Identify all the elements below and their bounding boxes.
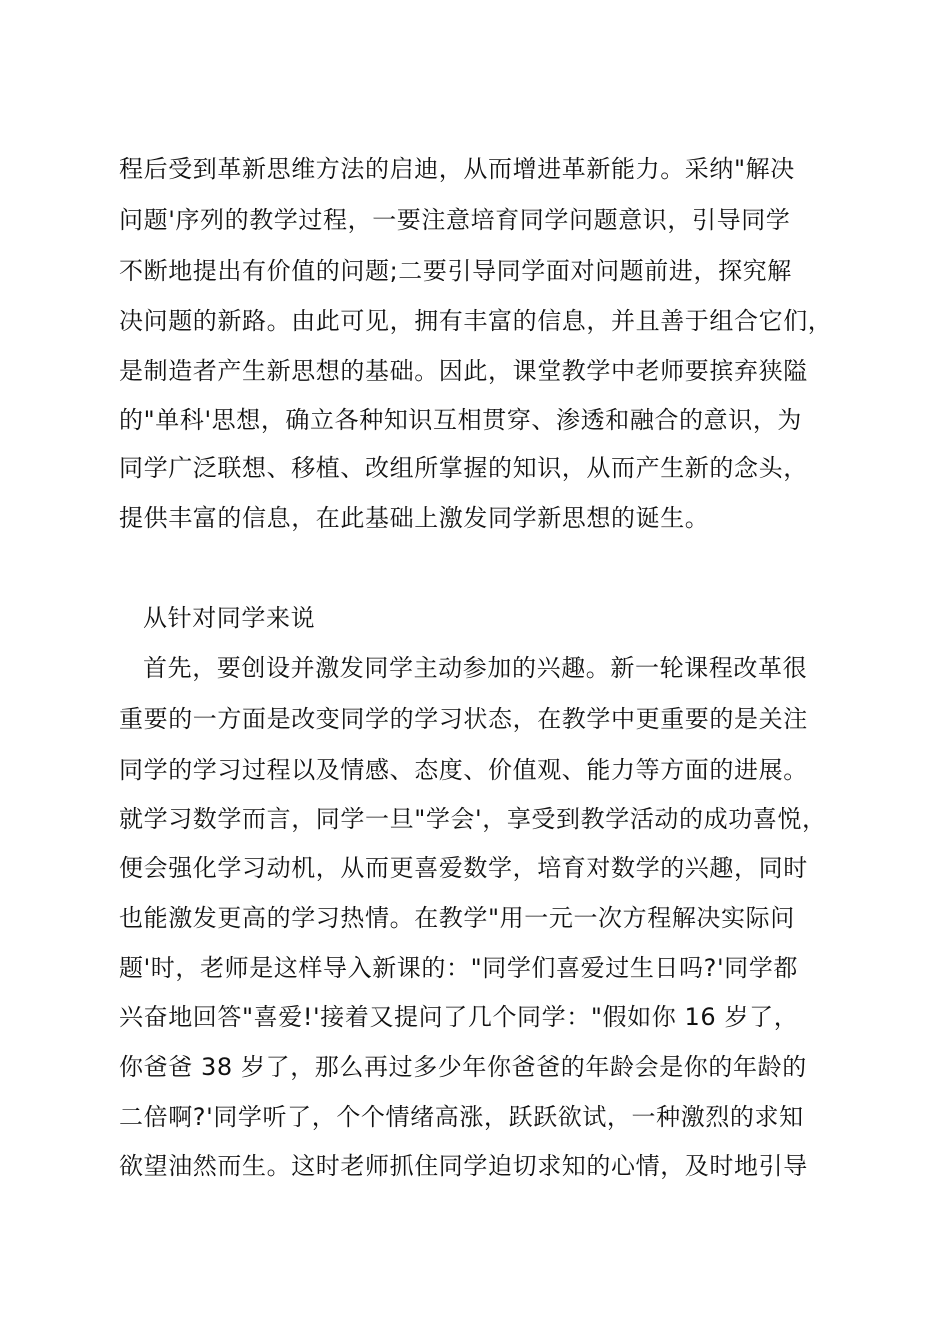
section-heading: 从针对同学来说: [143, 604, 316, 632]
paragraph-2-line-8: 兴奋地回答"喜爱!'接着又提问了几个同学："假如你 16 岁了，: [119, 1003, 799, 1031]
paragraph-2-line-3: 同学的学习过程以及情感、态度、价值观、能力等方面的进展。: [119, 756, 808, 784]
paragraph-1-line-3: 不断地提出有价值的问题;二要引导同学面对问题前进，探究解: [119, 257, 792, 285]
paragraph-1-line-1: 程后受到革新思维方法的启迪，从而增进革新能力。采纳"解决: [119, 155, 795, 183]
paragraph-1-line-8: 提供丰富的信息，在此基础上激发同学新思想的诞生。: [119, 504, 710, 532]
paragraph-2-line-11: 欲望油然而生。这时老师抓住同学迫切求知的心情，及时地引导: [119, 1152, 808, 1180]
paragraph-2-line-4: 就学习数学而言，同学一旦"学会'，享受到教学活动的成功喜悦，: [119, 805, 827, 833]
paragraph-1-line-7: 同学广泛联想、移植、改组所掌握的知识，从而产生新的念头，: [119, 454, 808, 482]
paragraph-2-line-1: 首先，要创设并激发同学主动参加的兴趣。新一轮课程改革很: [143, 654, 808, 682]
paragraph-2-line-2: 重要的一方面是改变同学的学习状态，在教学中更重要的是关注: [119, 705, 808, 733]
paragraph-2-line-10: 二倍啊?'同学听了，个个情绪高涨，跃跃欲试，一种激烈的求知: [119, 1103, 804, 1131]
paragraph-2-line-7: 题'时，老师是这样导入新课的："同学们喜爱过生日吗?'同学都: [119, 954, 798, 982]
paragraph-2-line-5: 便会强化学习动机，从而更喜爱数学，培育对数学的兴趣，同时: [119, 854, 808, 882]
paragraph-1-line-4: 决问题的新路。由此可见，拥有丰富的信息，并且善于组合它们，: [119, 307, 833, 335]
paragraph-1-line-5: 是制造者产生新思想的基础。因此，课堂教学中老师要摈弃狭隘: [119, 357, 808, 385]
paragraph-1-line-6: 的"单科'思想，确立各种知识互相贯穿、渗透和融合的意识，为: [119, 406, 803, 434]
paragraph-2-line-9: 你爸爸 38 岁了，那么再过多少年你爸爸的年龄会是你的年龄的: [119, 1053, 807, 1081]
paragraph-2-line-6: 也能激发更高的学习热情。在教学"用一元一次方程解决实际问: [119, 904, 795, 932]
paragraph-1-line-2: 问题'序列的教学过程，一要注意培育同学问题意识，引导同学: [119, 206, 791, 234]
